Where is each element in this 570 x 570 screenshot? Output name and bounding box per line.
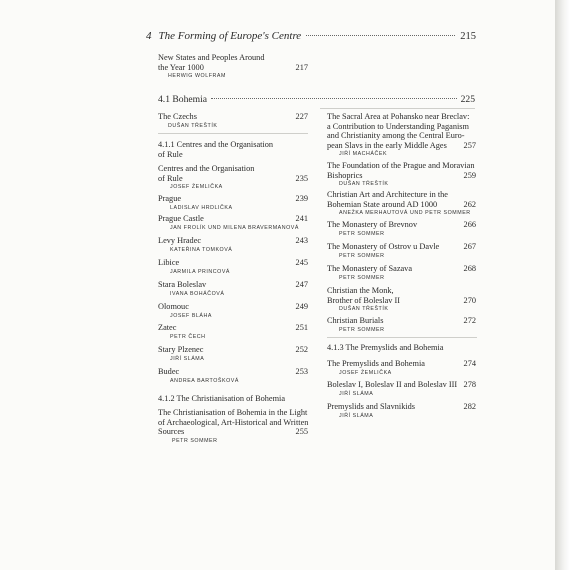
toc-entry <box>158 280 308 298</box>
entry-author: JAN FROLÍK UND MILENA BRAVERMANOVÁ <box>170 224 299 231</box>
entry-author: JIŘÍ SLÁMA <box>339 390 374 397</box>
entry-author: HERWIG WOLFRAM <box>168 73 226 80</box>
entry-title: New States and Peoples Around the Year 1000 <box>158 53 265 72</box>
subsection-heading-3: 4.1.3 The Premyslids and Bohemia <box>327 343 444 352</box>
entry-page: 272 <box>463 316 476 325</box>
chapter-number: 4 <box>146 30 152 42</box>
entry-title: Stary Plzenec <box>158 345 204 354</box>
entry-author: JOSEF ŽEMLIČKA <box>339 369 392 376</box>
entry-author: JOSEF ŽEMLIČKA <box>170 184 223 191</box>
entry-title: Prague <box>158 194 182 203</box>
toc-entry <box>158 345 308 363</box>
toc-entry <box>327 190 477 217</box>
entry-page: 227 <box>295 112 308 121</box>
toc-entry <box>327 359 477 377</box>
chapter-page: 215 <box>460 31 476 42</box>
toc-entry <box>158 302 308 320</box>
entry-page: 274 <box>463 359 476 368</box>
section-heading <box>158 94 475 105</box>
entry-page: 267 <box>463 242 476 251</box>
entry-page: 270 <box>463 295 476 305</box>
entry-author: DUŠAN TŘEŠTÍK <box>168 122 218 129</box>
entry-page: 278 <box>463 380 476 389</box>
entry-page: 262 <box>463 199 476 209</box>
entry-title: Christian Burials <box>327 316 384 325</box>
entry-page: 235 <box>295 173 308 183</box>
toc-entry <box>158 323 308 341</box>
toc-entry <box>327 161 477 188</box>
toc-entry <box>327 242 477 260</box>
toc-entry <box>158 408 313 445</box>
entry-title: Centres and the Organisation of Rule <box>158 164 255 183</box>
entry-page: 253 <box>295 367 308 376</box>
column-rule <box>320 108 475 109</box>
entry-title: Olomouc <box>158 302 189 311</box>
entry-author: ANEŽKA MERHAUTOVÁ UND PETR SOMMER <box>339 210 471 217</box>
toc-entry <box>327 264 477 282</box>
toc-entry <box>158 164 308 191</box>
entry-title: Zatec <box>158 323 177 332</box>
leader-dots <box>306 35 455 36</box>
toc-entry <box>327 220 477 238</box>
entry-title: The Premyslids and Bohemia <box>327 359 425 368</box>
entry-author: PETR ČECH <box>170 333 206 340</box>
entry-title: The Foundation of the Prague and Moravian Bishoprics <box>327 161 475 180</box>
toc-entry <box>158 112 308 130</box>
leader-dots <box>211 98 457 99</box>
entry-page: 259 <box>463 170 476 180</box>
entry-title: Premyslids and Slavnikids <box>327 402 416 411</box>
toc-entry <box>327 380 477 398</box>
section-page: 225 <box>460 94 475 105</box>
entry-page: 266 <box>463 220 476 229</box>
entry-title: Budec <box>158 367 180 376</box>
entry-author: PETR SOMMER <box>339 274 385 281</box>
entry-page: 241 <box>295 214 308 223</box>
toc-entry <box>327 286 477 313</box>
entry-author: KATEŘINA TOMKOVÁ <box>170 246 233 253</box>
entry-page: 282 <box>463 402 476 411</box>
entry-page: 255 <box>295 427 308 436</box>
toc-entry <box>327 316 477 334</box>
entry-author: JIŘÍ SLÁMA <box>339 412 374 419</box>
column-rule <box>158 133 308 134</box>
entry-author: JOSEF BLÁHA <box>170 312 212 319</box>
entry-title: The Czechs <box>158 112 197 121</box>
entry-title: Libice <box>158 258 180 267</box>
toc-entry <box>327 402 477 420</box>
entry-title: The Christianisation of Bohemia in the Light of Archaeological, Art-Historical and Written Sources <box>158 408 309 437</box>
toc-entry <box>158 258 308 276</box>
entry-title: The Monastery of Brevnov <box>327 220 418 229</box>
entry-page: 252 <box>295 345 308 354</box>
entry-author: DUŠAN TŘEŠTÍK <box>339 306 389 313</box>
subsection-heading-1: 4.1.1 Centres and the Organisation of Rule <box>158 140 274 159</box>
entry-page: 217 <box>295 63 308 72</box>
entry-page: 243 <box>295 236 308 245</box>
entry-title: Levy Hradec <box>158 236 202 245</box>
toc-entry <box>158 194 308 212</box>
entry-author: ANDREA BARTOŠKOVÁ <box>170 377 239 384</box>
toc-entry <box>327 112 477 158</box>
chapter-heading <box>146 30 476 46</box>
entry-title: Prague Castle <box>158 214 204 223</box>
page-edge-shadow <box>555 0 570 570</box>
entry-author: JARMILA PRINCOVÁ <box>170 268 231 275</box>
entry-page: 251 <box>295 323 308 332</box>
entry-page: 247 <box>295 280 308 289</box>
entry-author: PETR SOMMER <box>339 230 385 237</box>
entry-title: Christian Art and Architecture in the Bohemian State around AD 1000 <box>327 190 448 209</box>
entry-page: 239 <box>295 194 308 203</box>
column-rule <box>327 337 477 338</box>
toc-entry <box>158 236 308 254</box>
entry-author: DUŠAN TŘEŠTÍK <box>339 181 389 188</box>
entry-page: 268 <box>463 264 476 273</box>
subsection-heading-2: 4.1.2 The Christianisation of Bohemia <box>158 394 286 403</box>
chapter-title: The Forming of Europe's Centre <box>158 30 302 42</box>
section-title: 4.1 Bohemia <box>158 94 208 105</box>
toc-entry <box>158 214 308 232</box>
toc-entry-intro <box>158 53 308 80</box>
entry-author: PETR SOMMER <box>339 252 385 259</box>
entry-page: 245 <box>295 258 308 267</box>
entry-title: The Sacral Area at Pohansko near Breclav: a Contribution to Understanding Paganism and Christianity among the Central Euro- pean Slavs in the early Middle Ages <box>327 112 470 150</box>
entry-title: Boleslav I, Boleslav II and Boleslav III <box>327 380 458 389</box>
entry-author: PETR SOMMER <box>339 326 385 333</box>
entry-title: Christian the Monk, Brother of Boleslav II <box>327 286 401 305</box>
entry-title: The Monastery of Ostrov u Davle <box>327 242 440 251</box>
entry-author: PETR SOMMER <box>172 437 218 444</box>
entry-author: LADISLAV HRDLIČKA <box>170 204 233 211</box>
entry-title: The Monastery of Sazava <box>327 264 413 273</box>
entry-page: 249 <box>295 302 308 311</box>
entry-author: IVANA BOHÁČOVÁ <box>170 290 225 297</box>
entry-title: Stara Boleslav <box>158 280 207 289</box>
entry-author: JIŘÍ MACHÁČEK <box>339 151 388 158</box>
entry-author: JIŘÍ SLÁMA <box>170 355 205 362</box>
toc-entry <box>158 367 308 385</box>
entry-page: 257 <box>463 140 476 150</box>
